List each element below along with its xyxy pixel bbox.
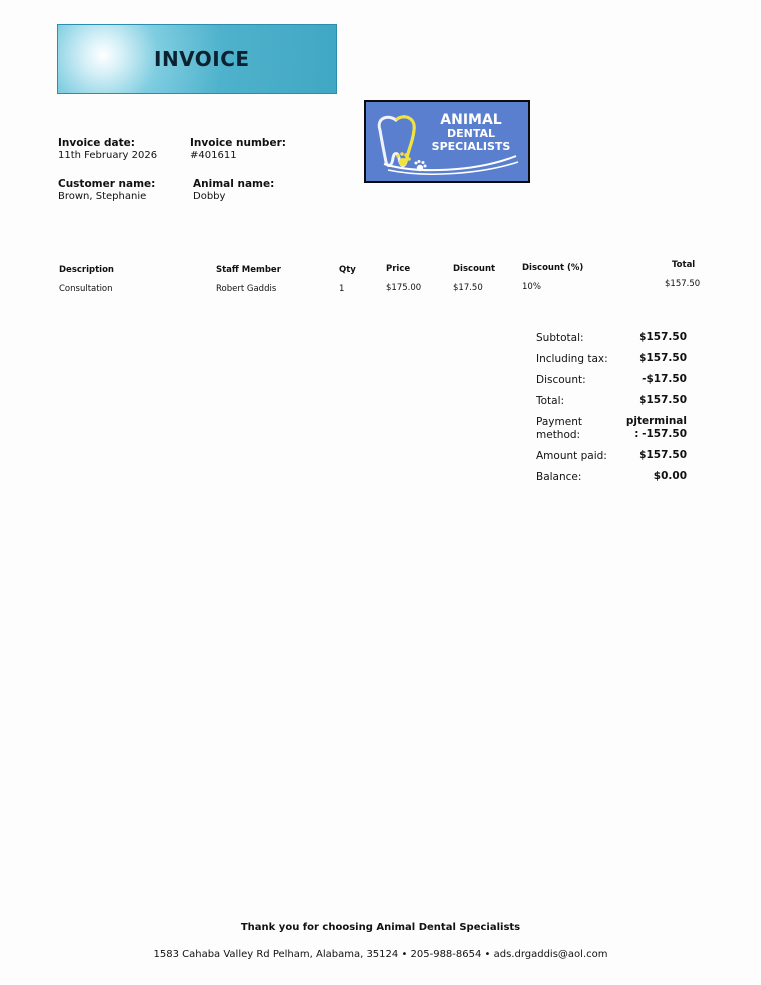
row-discount-pct: 10%: [522, 282, 541, 292]
total-value: $157.50: [639, 394, 687, 406]
amount-paid-label: Amount paid:: [536, 450, 607, 462]
row-description: Consultation: [59, 284, 113, 294]
row-qty: 1: [339, 284, 345, 294]
customer-name-label: Customer name:: [58, 178, 156, 190]
customer-name-value: Brown, Stephanie: [58, 191, 147, 202]
col-header-description: Description: [59, 265, 114, 275]
invoice-number-value: #401611: [190, 150, 237, 161]
subtotal-label: Subtotal:: [536, 332, 584, 344]
col-header-qty: Qty: [339, 265, 356, 275]
balance-label: Balance:: [536, 471, 582, 483]
amount-paid-value: $157.50: [639, 449, 687, 461]
row-price: $175.00: [386, 283, 422, 293]
row-total: $157.50: [665, 279, 701, 289]
company-logo: [364, 100, 530, 183]
footer-thanks: Thank you for choosing Animal Dental Specialists: [240, 922, 521, 933]
payment-method-value-line1: pjterminal: [625, 415, 687, 427]
col-header-staff: Staff Member: [216, 265, 281, 275]
invoice-date-value: 11th February 2026: [58, 150, 158, 161]
col-header-total: Total: [672, 260, 696, 270]
col-header-discount: Discount: [453, 264, 496, 274]
col-header-discount-pct: Discount (%): [522, 263, 584, 273]
discount-label: Discount:: [536, 374, 586, 386]
animal-name-value: Dobby: [193, 191, 226, 202]
tax-value: $157.50: [639, 352, 687, 364]
payment-method-value-line2: : -157.50: [634, 428, 687, 440]
invoice-number-label: Invoice number:: [190, 137, 286, 149]
footer-address: 1583 Cahaba Valley Rd Pelham, Alabama, 35124 • 205-988-8654 • ads.drgaddis@aol.com: [153, 949, 608, 960]
total-label: Total:: [536, 395, 565, 407]
tax-label: Including tax:: [536, 353, 608, 365]
logo-line3: SPECIALISTS: [431, 140, 511, 153]
invoice-banner: [57, 24, 337, 94]
invoice-date-label: Invoice date:: [58, 137, 135, 149]
payment-method-label-line2: method:: [536, 429, 581, 441]
invoice-title: INVOICE: [154, 47, 250, 71]
animal-name-label: Animal name:: [193, 178, 275, 190]
logo-line1: ANIMAL: [440, 112, 502, 128]
subtotal-value: $157.50: [639, 331, 687, 343]
discount-value: -$17.50: [642, 373, 687, 385]
col-header-price: Price: [386, 264, 411, 274]
row-staff: Robert Gaddis: [216, 284, 277, 294]
row-discount: $17.50: [453, 283, 483, 293]
balance-value: $0.00: [653, 470, 687, 482]
logo-line2: DENTAL: [446, 127, 496, 140]
payment-method-label-line1: Payment: [536, 416, 582, 428]
tooth-paw-logo-icon: [366, 102, 528, 181]
